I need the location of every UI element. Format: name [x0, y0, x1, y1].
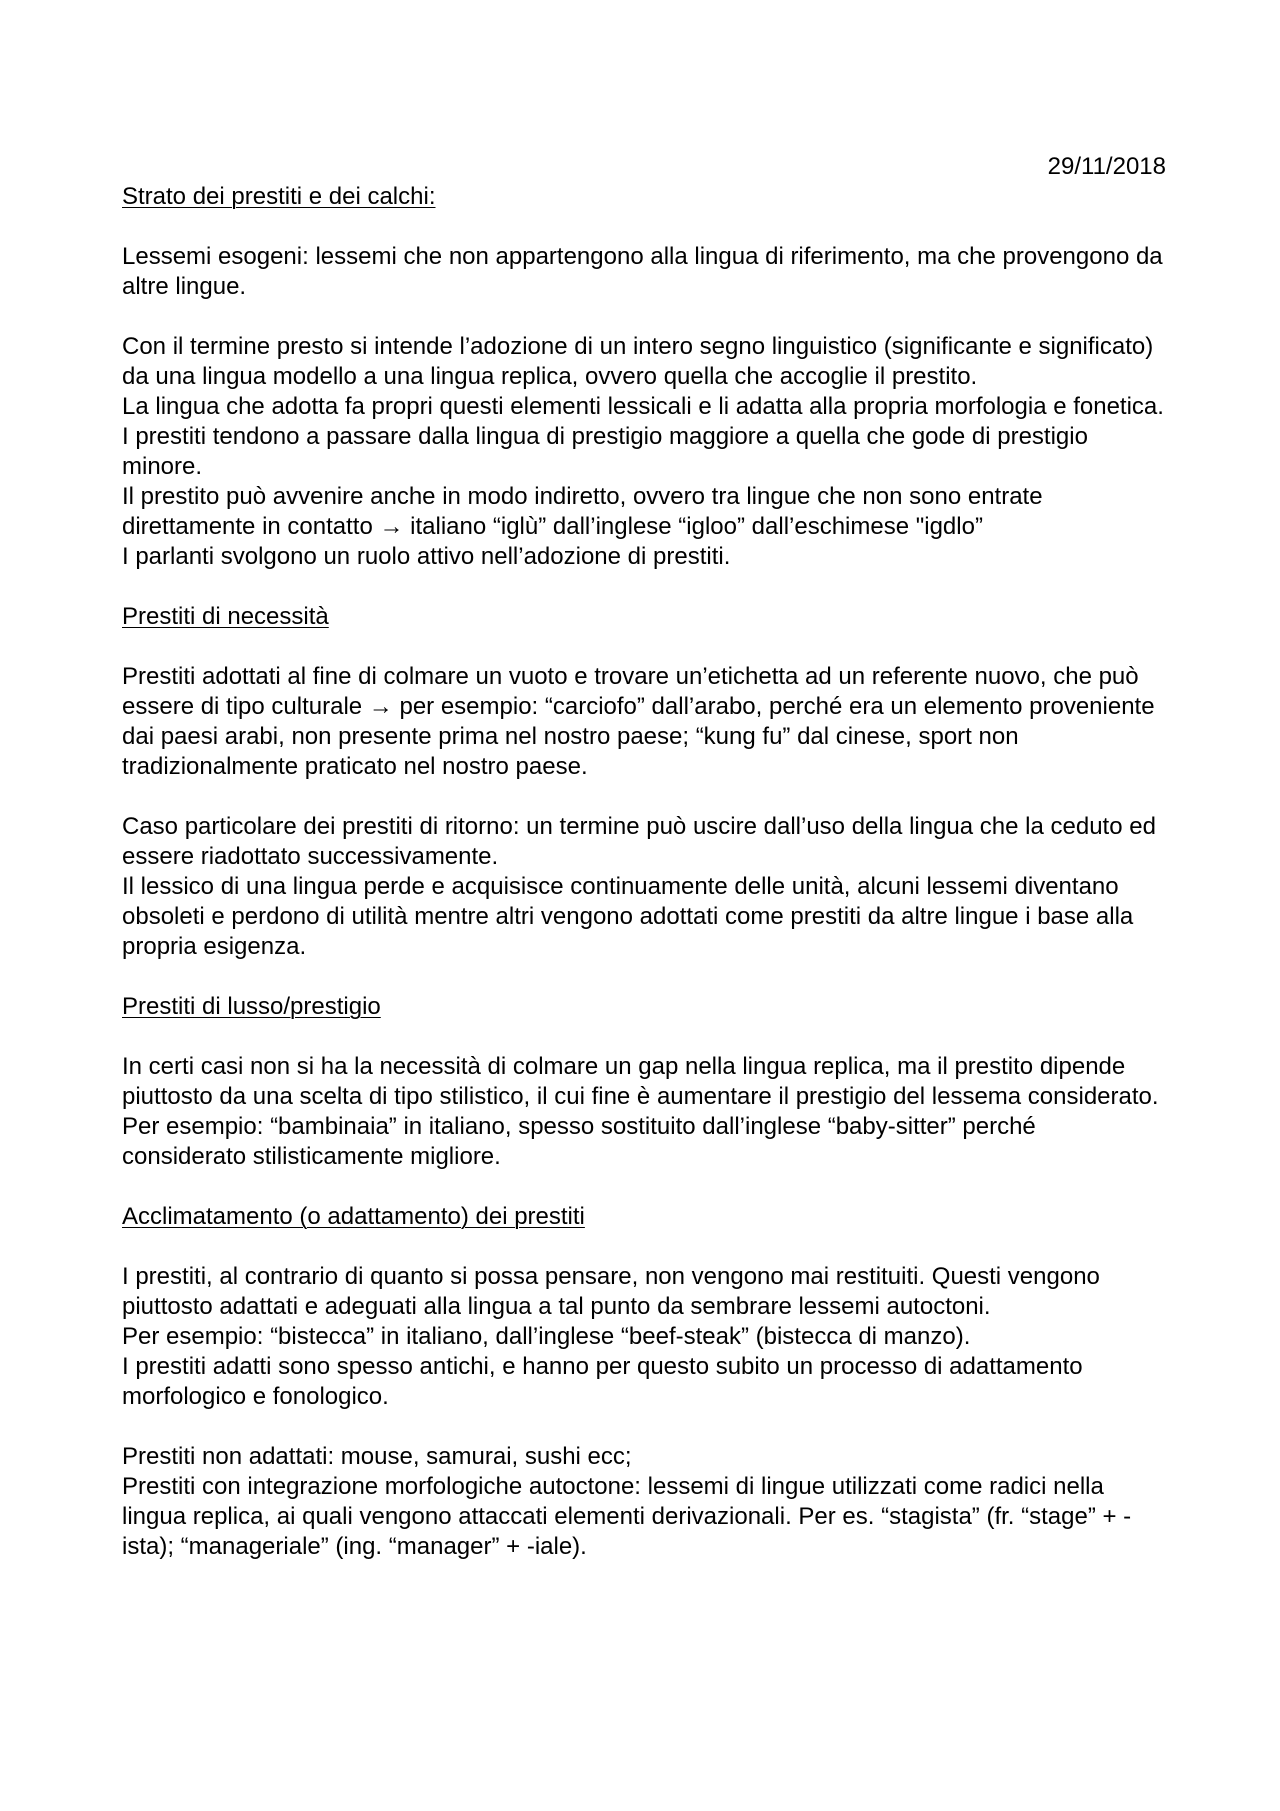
paragraph-spacer [122, 302, 1166, 332]
section-heading-necessita: Prestiti di necessità [122, 603, 329, 630]
paragraph-spacer [122, 572, 1166, 602]
section-heading-strato: Strato dei prestiti e dei calchi: [122, 183, 436, 210]
paragraph-spacer [122, 1172, 1166, 1202]
paragraph-lingua-adotta: La lingua che adotta fa propri questi elementi lessicali e li adatta alla propria morfologia e fonetica. [122, 393, 1164, 420]
paragraph-prestigio: I prestiti tendono a passare dalla lingua di prestigio maggiore a quella che gode di prestigio minore. [122, 423, 1088, 480]
paragraph-prestiti-ritorno: Caso particolare dei prestiti di ritorno: un termine può uscire dall’uso della lingua che la ceduto ed essere riadottato successivamente. [122, 813, 1156, 870]
paragraph-definizione-prestito: Con il termine presto si intende l’adozione di un intero segno linguistico (significante e significato) da una lingua modello a una lingua replica, ovvero quella che accoglie il prestito. [122, 333, 1154, 390]
paragraph-prestiti-antichi: I prestiti adatti sono spesso antichi, e hanno per questo subito un processo di adattamento morfologico e fonologico. [122, 1353, 1083, 1410]
paragraph-lessico: Il lessico di una lingua perde e acquisisce continuamente delle unità, alcuni lessemi diventano obsoleti e perdono di utilità mentre altri vengono adottati come prestiti da altre lingue i base alla propria esigenza. [122, 873, 1134, 960]
paragraph-spacer [122, 1412, 1166, 1442]
paragraph-spacer [122, 782, 1166, 812]
paragraph-spacer [122, 962, 1166, 992]
paragraph-non-adattati: Prestiti non adattati: mouse, samurai, sushi ecc; [122, 1443, 632, 1470]
section-heading-acclimatamento: Acclimatamento (o adattamento) dei prestiti [122, 1203, 585, 1230]
paragraph-prestito-indiretto: Il prestito può avvenire anche in modo indiretto, ovvero tra lingue che non sono entrate direttamente in contatto → italiano “iglù” dall’inglese “igloo” dall’eschimese "igdlo” [122, 483, 1043, 540]
paragraph-restituiti: I prestiti, al contrario di quanto si possa pensare, non vengono mai restituiti. Questi vengono piuttosto adattati e adeguati alla lingua a tal punto da sembrare lessemi autoctoni. [122, 1263, 1100, 1320]
paragraph-lusso: In certi casi non si ha la necessità di colmare un gap nella lingua replica, ma il prestito dipende piuttosto da una scelta di tipo stilistico, il cui fine è aumentare il prestigio del lessema considerato. Per esempio: “bambinaia” in italiano, spesso sostituito dall’inglese “baby-sitter” perché considerato stilisticamente migliore. [122, 1053, 1159, 1170]
document-body [122, 152, 1166, 1562]
document-date: 29/11/2018 [1047, 153, 1166, 180]
section-heading-lusso: Prestiti di lusso/prestigio [122, 993, 381, 1020]
paragraph-bistecca: Per esempio: “bistecca” in italiano, dall’inglese “beef-steak” (bistecca di manzo). [122, 1323, 971, 1350]
paragraph-spacer [122, 1232, 1166, 1262]
paragraph-spacer [122, 212, 1166, 242]
paragraph-parlanti: I parlanti svolgono un ruolo attivo nell’adozione di prestiti. [122, 543, 731, 570]
paragraph-spacer [122, 1022, 1166, 1052]
paragraph-necessita: Prestiti adottati al fine di colmare un vuoto e trovare un’etichetta ad un referente nuovo, che può essere di tipo culturale → per esempio: “carciofo” dall’arabo, perché era un elemento proveniente dai paesi arabi, non presente prima nel nostro paese; “kung fu” dal cinese, sport non tradizionalmente praticato nel nostro paese. [122, 663, 1155, 780]
paragraph-lessemi-esogeni: Lessemi esogeni: lessemi che non appartengono alla lingua di riferimento, ma che provengono da altre lingue. [122, 243, 1163, 300]
paragraph-spacer [122, 632, 1166, 662]
paragraph-integrazione: Prestiti con integrazione morfologiche autoctone: lessemi di lingue utilizzati come radici nella lingua replica, ai quali vengono attaccati elementi derivazionali. Per es. “stagista” (fr. “stage” + -ista); “manageriale” (ing. “manager” + -iale). [122, 1473, 1132, 1560]
